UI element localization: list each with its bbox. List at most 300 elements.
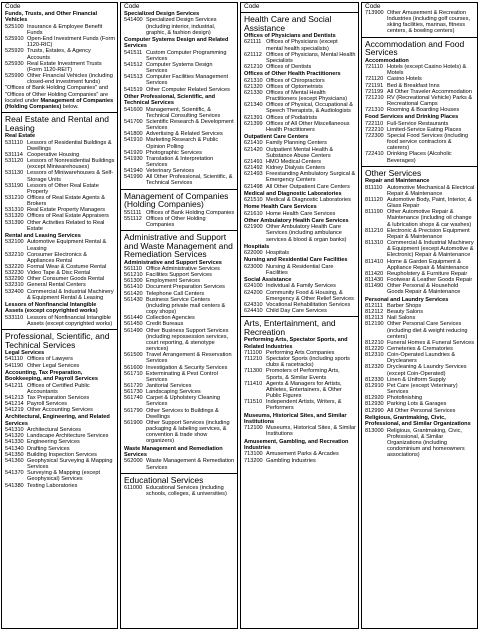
subsection-title: Offices of Other Health Practitioners	[244, 71, 341, 78]
subsection-title: Administrative and Support Services	[124, 259, 222, 266]
code-row	[5, 363, 115, 369]
naics-code: 525910	[5, 36, 24, 43]
subsection-title: Lessors of Nonfinancial Intangible Assets (except copyrighted works)	[5, 301, 98, 315]
code-row	[5, 407, 115, 413]
naics-code: 532310	[5, 282, 24, 289]
activity-description: Promoters of Performing Arts, Sports, & Similar Events	[266, 368, 340, 381]
code-row	[5, 61, 115, 73]
code-row	[244, 102, 356, 114]
note-bold: Management of Companies (Holding Companies)	[5, 97, 114, 110]
naics-code: 541600	[124, 106, 143, 113]
naics-code: 541400	[124, 17, 143, 24]
naics-code: 541110	[5, 356, 23, 363]
code-row	[244, 90, 356, 102]
naics-code: 811210	[365, 227, 384, 234]
activity-description: Home & Garden Equipment & Appliance Repair & Maintenance	[387, 258, 469, 271]
activity-description: Linen & Uniform Supply	[387, 376, 446, 383]
activity-description: Offices of Chiropractors	[266, 77, 325, 84]
code-row	[244, 264, 356, 276]
naics-code: 561490	[124, 327, 143, 334]
naics-code: 621399	[244, 120, 263, 127]
activity-description: Trusts, Estates, & Agency Accounts	[27, 48, 91, 61]
naics-code: 812930	[365, 401, 384, 408]
activity-description: Limited-Service Eating Places	[387, 126, 462, 133]
activity-description: Computer Systems Design Services	[146, 62, 213, 75]
activity-description: Casino Hotels	[387, 76, 422, 83]
column-4	[361, 2, 478, 629]
activity-description: Other Computer Related Services	[146, 86, 230, 93]
activity-description: Real Estate Property Managers	[27, 207, 106, 214]
naics-code: 624410	[244, 307, 263, 314]
naics-code: 812990	[365, 407, 384, 414]
code-row	[244, 147, 356, 159]
activity-description: Hotels (except Casino Hotels) & Motels	[387, 64, 467, 77]
code-row	[5, 158, 115, 170]
naics-code: 525920	[5, 48, 24, 55]
code-row	[244, 381, 356, 399]
activity-description: Building Inspection Services	[27, 451, 97, 458]
note-text-end: below.	[61, 103, 79, 110]
code-row	[244, 224, 356, 242]
activity-description: Drycleaning & Laundry Services (except Coin-Operated)	[387, 364, 467, 377]
naics-code: 561740	[124, 395, 143, 402]
naics-code: 621410	[244, 140, 263, 147]
code-row	[244, 356, 356, 368]
naics-code: 812190	[365, 321, 384, 328]
naics-code: 621510	[244, 197, 263, 204]
subsection-title: Other Professional, Scientific, and Technical Services	[124, 93, 216, 107]
code-row	[5, 36, 115, 48]
naics-code: 541190	[5, 362, 24, 369]
naics-code: 561730	[124, 389, 143, 396]
naics-code: 711300	[244, 368, 263, 375]
naics-code: 541511	[124, 49, 143, 56]
code-row	[124, 74, 235, 86]
naics-code: 812330	[365, 376, 384, 383]
naics-code: 812112	[365, 309, 384, 316]
naics-code: 711510	[244, 399, 263, 406]
activity-description: Home Health Care Services	[266, 210, 336, 217]
activity-description: Landscape Architecture Services	[27, 433, 109, 440]
code-row	[124, 420, 235, 445]
activity-description: Open-End Investment Funds (Form 1120-RIC)	[27, 36, 115, 49]
subsection-title: Nursing and Residential Care Facilities	[244, 257, 348, 264]
naics-code: 811110	[365, 184, 383, 191]
section-title: Other Services	[365, 167, 422, 178]
code-row	[5, 220, 115, 232]
code-row	[5, 183, 115, 195]
activity-description: Landscaping Services	[146, 389, 201, 396]
code-row	[244, 197, 356, 203]
activity-description: Hospitals	[266, 250, 290, 257]
naics-code: 812910	[365, 382, 384, 389]
naics-code: 531130	[5, 170, 24, 177]
section-title: Professional, Scientific, and Technical Services	[5, 331, 110, 350]
code-row	[5, 48, 115, 60]
naics-code: 722110	[365, 120, 384, 127]
code-row	[365, 133, 475, 151]
activity-description: Special Food Services (including food service contractors & caterers)	[387, 133, 469, 152]
naics-code: 621111	[244, 39, 262, 46]
naics-code: 624310	[244, 301, 263, 308]
naics-code: 561430	[124, 296, 143, 303]
section-title: Real Estate and Rental and Leasing	[5, 114, 109, 133]
activity-description: Telephone Call Centers	[146, 290, 205, 297]
activity-description: Payroll Services	[27, 401, 68, 408]
code-row	[5, 73, 115, 85]
activity-description: Formal Wear & Costume Rental	[27, 263, 107, 270]
activity-description: Geophysical Surveying & Mapping Services	[27, 457, 113, 471]
activity-description: Other Business Support Services (including repossession services, court reporting, & stenotype services)	[146, 327, 229, 353]
code-row	[124, 371, 235, 383]
activity-description: Beauty Salons	[387, 309, 424, 316]
activity-description: Other Amusement & Recreation Industries (including golf courses, skiing facilities, marinas, fitness centers, & bowling centers)	[387, 10, 471, 35]
activity-description: Coin-Operated Laundries & Drycleaners	[387, 352, 456, 365]
activity-description: Offices of Physical, Occupational & Speech Therapists, & Audiologists	[266, 102, 353, 115]
activity-description: Offices of Certified Public Accountants	[27, 382, 90, 395]
activity-description: Specialized Design Services (including interior, industrial, graphic, & fashion design)	[146, 17, 217, 36]
subsection-title: Computer Systems Design and Related Services	[124, 36, 229, 50]
naics-code: 525990	[5, 73, 24, 80]
activity-description: Individual & Family Services	[266, 283, 336, 290]
code-row	[244, 458, 356, 464]
code-row	[5, 483, 115, 489]
activity-description: Engineering Services	[27, 439, 80, 446]
naics-code: 562000	[124, 458, 143, 465]
activity-description: Custom Computer Programming Services	[146, 49, 227, 62]
code-row	[244, 52, 356, 64]
activity-description: Credit Bureaus	[146, 321, 184, 328]
activity-description: Full-Service Restaurants	[387, 120, 449, 127]
naics-code: 621310	[244, 77, 263, 84]
naics-code: 711210	[244, 356, 263, 363]
naics-code: 541360	[5, 457, 24, 464]
code-row	[365, 197, 475, 209]
activity-description: Funeral Homes & Funeral Services	[387, 339, 475, 346]
section-divider	[121, 473, 237, 474]
activity-description: Cemeteries & Crematories	[387, 346, 453, 352]
naics-code: 623000	[244, 263, 263, 270]
naics-code: 531390	[5, 219, 24, 226]
naics-code: 712100	[244, 425, 263, 432]
activity-description: Testing Laboratories	[27, 482, 78, 489]
naics-code: 541320	[5, 433, 24, 440]
naics-code: 621210	[244, 64, 263, 71]
naics-code: 721120	[365, 76, 384, 83]
naics-code: 811120	[365, 197, 383, 203]
section-divider	[2, 329, 117, 330]
code-row	[365, 321, 475, 339]
section-divider	[2, 112, 117, 113]
naics-code: 811420	[365, 270, 384, 277]
naics-code: 531320	[5, 213, 24, 220]
code-row	[124, 174, 235, 186]
subsection-title: Real Estate	[5, 133, 36, 140]
activity-description: Vocational Rehabilitation Services	[266, 301, 351, 308]
subsection-title: Waste Management and Remediation Services	[124, 445, 223, 458]
naics-code: 531190	[5, 182, 24, 189]
naics-code: 721110	[365, 64, 383, 71]
activity-description: Commercial & Industrial Machinery & Equipment Rental & Leasing	[27, 288, 114, 301]
naics-code: 812920	[365, 395, 384, 402]
activity-description: Lessors of Nonfinancial Intangible Assets (except copyrighted works)	[27, 314, 113, 327]
code-row	[244, 121, 356, 133]
section-divider	[121, 189, 237, 190]
activity-description: Offices of Dentists	[266, 64, 312, 71]
code-row	[365, 428, 475, 459]
activity-description: Offices of Mental Health Practitioners (except Physicians)	[266, 89, 348, 103]
naics-code: 541330	[5, 439, 24, 446]
activity-description: Gambling Industries	[266, 457, 316, 464]
activity-description: Carpet & Upholstery Cleaning Services	[146, 395, 220, 408]
activity-description: All Other Traveler Accommodation	[387, 88, 472, 95]
activity-description: Computer Facilities Management Services	[146, 74, 229, 87]
activity-description: Commercial & Industrial Machinery & Equipment (except Automotive & Electronic) Repair & Maintenance	[387, 240, 474, 259]
activity-description: All Other Outpatient Care Centers	[266, 183, 350, 190]
code-row	[365, 383, 475, 395]
code-row	[5, 252, 115, 264]
activity-description: Performing Arts Companies	[266, 349, 335, 356]
naics-code: 525930	[5, 60, 24, 67]
activity-description: Family Planning Centers	[266, 140, 327, 147]
activity-description: Pet Care (except Veterinary) Services	[387, 382, 458, 396]
code-row	[365, 151, 475, 163]
subsection-title: Outpatient Care Centers	[244, 134, 309, 140]
naics-code: 561210	[124, 272, 143, 279]
code-row	[365, 259, 475, 271]
section-divider	[362, 37, 477, 38]
section-divider	[241, 12, 358, 13]
naics-code: 621112	[244, 51, 262, 58]
naics-code: 621493	[244, 171, 263, 178]
column-2	[120, 2, 238, 629]
naics-code: 721199	[365, 88, 384, 95]
naics-code: 812220	[365, 346, 384, 352]
activity-description: Other Legal Services	[27, 362, 80, 369]
naics-code: 541340	[5, 445, 24, 452]
activity-description: Automotive Equipment Rental & Leasing	[27, 239, 107, 252]
naics-code: 622000	[244, 250, 263, 257]
activity-description: Kidney Dialysis Centers	[266, 165, 326, 172]
naics-code: 551112	[124, 215, 142, 222]
activity-description: Freestanding Ambulatory Surgical & Emergency Centers	[266, 171, 356, 184]
activity-description: Advertising & Related Services	[146, 131, 223, 138]
naics-code: 621498	[244, 183, 263, 190]
code-row	[124, 216, 235, 228]
subsection-title: Architectural, Engineering, and Related Services	[5, 414, 110, 427]
code-row	[124, 137, 235, 149]
activity-description: Other Accounting Services	[27, 407, 93, 414]
activity-description: Footwear & Leather Goods Repair	[387, 277, 473, 284]
naics-code: 541512	[124, 62, 143, 68]
naics-code: 711100	[244, 349, 262, 356]
code-row	[244, 399, 356, 411]
activity-description: Lessors of Nonresidential Buildings (except Miniwarehouses)	[27, 158, 115, 171]
subsection-title: Legal Services	[5, 350, 45, 357]
activity-description: Parking Lots & Garages	[387, 401, 447, 408]
naics-code: 722210	[365, 126, 384, 133]
naics-code: 532100	[5, 239, 24, 246]
activity-description: Office Administrative Services	[146, 266, 220, 272]
naics-code: 713900	[365, 10, 384, 16]
section-divider	[362, 166, 477, 167]
code-row	[244, 184, 356, 190]
naics-code: 541350	[5, 451, 24, 458]
activity-description: Employment Services	[146, 278, 201, 285]
naics-code: 541700	[124, 118, 143, 125]
subsection-title: Home Health Care Services	[244, 204, 317, 211]
code-header: Code	[5, 3, 21, 10]
activity-description: Tax Preparation Services	[27, 394, 90, 401]
naics-code: 721310	[365, 107, 384, 114]
naics-code: 561420	[124, 290, 143, 297]
naics-code: 713100	[244, 451, 263, 458]
activity-description: Agents & Managers for Artists, Athletes, Entertainers, & Other Public Figures	[266, 380, 342, 400]
naics-code: 541940	[124, 168, 143, 175]
naics-code: 541920	[124, 149, 143, 156]
naics-code: 611000	[124, 485, 143, 492]
naics-code: 551111	[124, 209, 142, 216]
activity-description: Offices of Optometrists	[266, 83, 323, 90]
activity-description: Janitorial Services	[146, 382, 192, 389]
naics-code: 541910	[124, 137, 143, 144]
activity-description: Offices of Bank Holding Companies	[146, 209, 235, 216]
activity-description: Management, Scientific, & Technical Consulting Services	[146, 106, 221, 119]
activity-description: Consumer Electronics & Appliances Rental	[27, 251, 87, 264]
note-text: "Offices of Bank Holding Companies" and "Offices of Other Holding Companies" are located under	[5, 85, 109, 104]
naics-code: 561710	[124, 370, 143, 377]
naics-code: 721191	[365, 82, 384, 89]
activity-description: Photofinishing	[387, 395, 423, 402]
activity-description: Outpatient Mental Health & Substance Abuse Centers	[266, 146, 334, 159]
naics-code: 621340	[244, 102, 263, 109]
naics-code: 525100	[5, 23, 24, 30]
activity-description: Medical & Diagnostic Laboratories	[266, 197, 351, 204]
activity-description: Insurance & Employee Benefit Funds	[27, 23, 103, 36]
activity-description: Translation & Interpretation Services	[146, 155, 214, 168]
section-title: Accommodation and Food Services	[365, 38, 465, 58]
code-row	[365, 107, 475, 113]
code-row	[124, 87, 235, 93]
activity-description: Offices of Real Estate Appraisers	[27, 213, 109, 220]
activity-description: Educational Services (including schools, colleges, & universities)	[146, 485, 227, 498]
naics-code: 561790	[124, 407, 143, 414]
subsection-title: Food Services and Drinking Places	[365, 114, 459, 121]
code-row	[5, 170, 115, 182]
naics-code: 541370	[5, 470, 24, 477]
naics-code: 561440	[124, 315, 143, 322]
code-row	[244, 211, 356, 217]
code-row	[124, 458, 235, 470]
code-row	[124, 107, 235, 119]
subsection-title: Rental and Leasing Services	[5, 232, 81, 239]
activity-description: Electronic & Precision Equipment Repair & Maintenance	[387, 227, 470, 240]
section-title: Management of Companies (Holding Companies)	[124, 190, 229, 210]
activity-description: Photographic Services	[146, 149, 202, 156]
code-row	[244, 425, 356, 437]
subsection-title: Accommodation	[365, 57, 409, 64]
naics-code: 532210	[5, 251, 24, 258]
code-row	[244, 39, 356, 51]
subsection-title: Accounting, Tax Preparation, Bookkeeping, and Payroll Services	[5, 369, 98, 383]
naics-code: 561500	[124, 352, 143, 359]
subsection-title: Hospitals	[244, 243, 270, 250]
naics-code: 621330	[244, 89, 263, 96]
subsection-title: Religious, Grantmaking, Civic, Professional, and Similar Organizations	[365, 414, 471, 428]
naics-code: 561450	[124, 321, 143, 328]
activity-description: Lessors of Residential Buildings & Dwellings	[27, 139, 112, 152]
naics-code: 561900	[124, 419, 143, 426]
code-row	[365, 352, 475, 364]
naics-code: 812320	[365, 364, 384, 371]
subsection-title: Amusement, Gambling, and Recreation Industries	[244, 438, 349, 452]
naics-code: 721210	[365, 94, 384, 101]
code-row	[365, 364, 475, 376]
naics-code: 811310	[365, 240, 384, 247]
activity-description: Offices of Podiatrists	[266, 114, 318, 121]
naics-code: 621320	[244, 83, 263, 90]
activity-description: Spectator Sports (including sports clubs & racetracks)	[266, 356, 350, 369]
naics-code: 541990	[124, 174, 143, 181]
activity-description: Offices of All Other Miscellaneous Health Practitioners	[266, 120, 350, 133]
naics-code: 532290	[5, 276, 24, 283]
activity-description: General Rental Centers	[27, 282, 86, 289]
naics-code: 624100	[244, 283, 263, 290]
naics-code: 811410	[365, 258, 384, 265]
activity-description: Drafting Services	[27, 445, 70, 452]
naics-code: 561600	[124, 364, 143, 371]
code-row	[5, 239, 115, 251]
activity-description: Other Automotive Repair & Maintenance (including oil change & lubrication shops & car washes)	[387, 209, 472, 228]
activity-description: Document Preparation Services	[146, 284, 225, 291]
naics-code: 541211	[5, 382, 24, 389]
code-row	[124, 328, 235, 353]
code-row	[5, 383, 115, 395]
code-header: Code	[124, 3, 140, 10]
code-row	[365, 240, 475, 258]
activity-description: RV (Recreational Vehicle) Parks & Recreational Camps	[387, 94, 473, 107]
subsection-title: Other Ambulatory Health Care Services	[244, 217, 349, 224]
naics-code: 531310	[5, 207, 24, 214]
code-row	[365, 283, 475, 295]
subsection-title: Personal and Laundry Services	[365, 296, 449, 303]
activity-description: Travel Arrangement & Reservation Services	[146, 352, 232, 365]
code-row	[5, 289, 115, 301]
naics-code: 531210	[5, 195, 24, 201]
activity-description: Other Services to Buildings & Dwellings	[146, 407, 219, 420]
column-3	[240, 2, 359, 629]
code-row	[5, 315, 115, 327]
activity-description: Automotive Body, Paint, Interior, & Glass Repair	[387, 197, 472, 210]
code-row	[5, 470, 115, 482]
note	[5, 85, 115, 110]
naics-code: 621420	[244, 146, 263, 153]
naics-code: 561410	[124, 284, 143, 291]
activity-description: Other Personal & Household Goods Repair & Maintenance	[387, 283, 461, 296]
activity-description: Other Activities Related to Real Estate	[27, 219, 105, 232]
code-row	[124, 408, 235, 420]
section-divider	[241, 316, 358, 317]
code-row	[244, 308, 356, 314]
naics-code: 531114	[5, 151, 23, 158]
naics-code: 812111	[365, 302, 383, 309]
activity-description: Amusement Parks & Arcades	[266, 451, 339, 458]
code-row	[244, 290, 356, 302]
activity-description: Independent Artists, Writers, & Performers	[266, 399, 342, 412]
subsection-title: Performing Arts, Spectator Sports, and Related Industries	[244, 337, 348, 350]
activity-description: Veterinary Services	[146, 168, 195, 175]
column-1	[1, 2, 118, 629]
